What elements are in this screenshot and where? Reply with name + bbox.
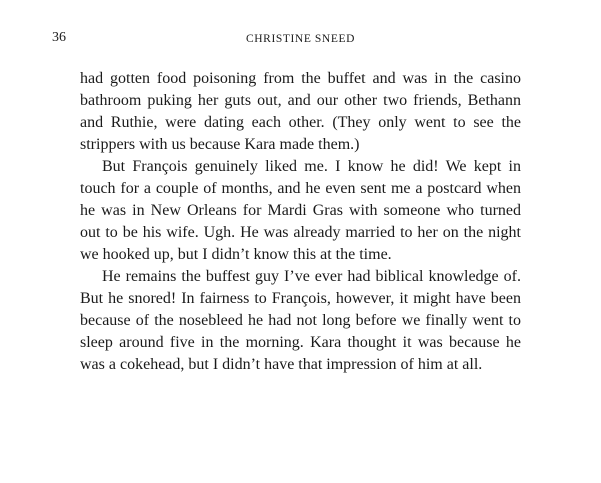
paragraph-continued: had gotten food poisoning from the buffet and was in the casino bathroom puking her guts out, and our other two friends, Bethann and Ruthie, were dating each other. (They only went to see the strippers with us because Kara made them.) xyxy=(80,70,521,153)
running-head: CHRISTINE SNEED xyxy=(246,33,355,45)
body-text xyxy=(80,68,521,376)
page-number: 36 xyxy=(52,30,66,45)
paragraph: He remains the buffest guy I’ve ever had biblical knowledge of. But he snored! In fairness to François, however, it might have been because of the nosebleed he had not long before we finally went to sleep around five in the morning. Kara thought it was because he was a cokehead, but I didn’t have that impression of him at all. xyxy=(80,268,521,373)
paragraph: But François genuinely liked me. I know he did! We kept in touch for a couple of months, and he even sent me a postcard when he was in New Orleans for Mardi Gras with someone who turned out to be his wife. Ugh. He was already married to her on the night we hooked up, but I didn’t know this at the time. xyxy=(80,158,521,263)
